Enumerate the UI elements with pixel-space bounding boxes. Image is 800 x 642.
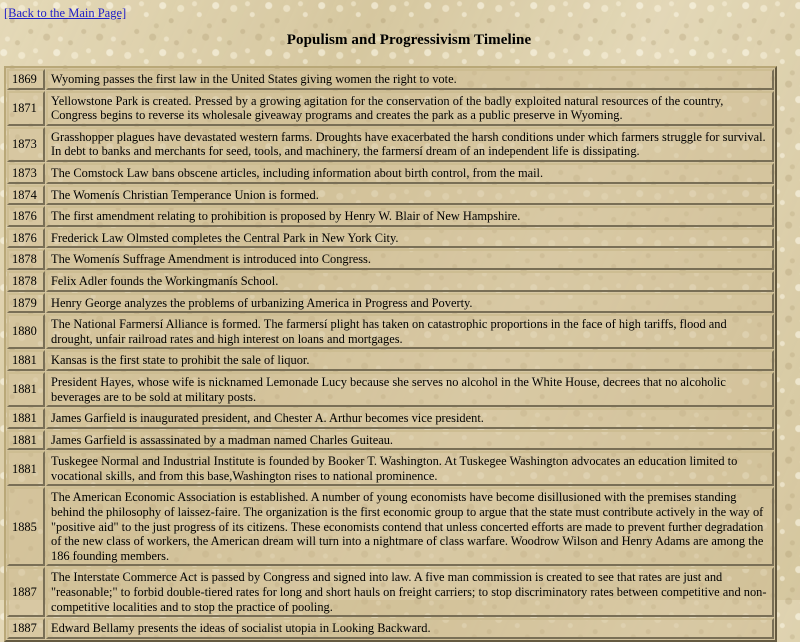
- timeline-year-cell: 1887: [7, 567, 45, 617]
- table-row: [7, 430, 774, 451]
- timeline-year-cell: 1881: [7, 430, 45, 451]
- timeline-event-cell: James Garfield is inaugurated president, and Chester A. Arthur becomes vice president.: [46, 408, 774, 429]
- timeline-year-cell: 1881: [7, 350, 45, 371]
- timeline-event-cell: The National Farmersí Alliance is formed. The farmersí plight has taken on catastrophic proportions in the face of high tariffs, flood and drought, unfair railroad rates and high interest on loans and mortgages.: [46, 314, 774, 349]
- timeline-year-cell: 1873: [7, 163, 45, 184]
- table-row: [7, 314, 774, 349]
- timeline-event-cell: The American Economic Association is established. A number of young economists have become disillusioned with the premises standing behind the philosophy of laissez-faire. The organization is the first economic group to argue that the state must contribute actively in the way of "positive aid" to the just progress of its citizens. These economists contend that unless concerted efforts are made to prevent further degradation of the new class of workers, the American dream will turn into a nightmare of class warfare. Woodrow Wilson and Henry Adams are among the 186 founding members.: [46, 487, 774, 566]
- timeline-year-cell: 1880: [7, 314, 45, 349]
- timeline-event-cell: The Womenís Suffrage Amendment is introduced into Congress.: [46, 249, 774, 270]
- timeline-event-cell: Tuskegee Normal and Industrial Institute is founded by Booker T. Washington. At Tuskegee Washington advocates an education limited to vocational skills, and from this base,Washington rises to national prominence.: [46, 451, 774, 486]
- timeline-event-cell: The Womenís Christian Temperance Union is formed.: [46, 185, 774, 206]
- table-row: [7, 271, 774, 292]
- back-to-main-page-link[interactable]: [Back to the Main Page]: [4, 6, 127, 20]
- table-row: [7, 618, 774, 639]
- timeline-event-cell: Wyoming passes the first law in the United States giving women the right to vote.: [46, 69, 774, 90]
- timeline-event-cell: Grasshopper plagues have devastated western farms. Droughts have exacerbated the harsh conditions under which farmers struggle for survival. In debt to banks and merchants for seed, tools, and machinery, the farmersí dream of an independent life is dissipating.: [46, 127, 774, 162]
- table-row: [7, 408, 774, 429]
- timeline-year-cell: 1887: [7, 618, 45, 639]
- timeline-event-cell: The Comstock Law bans obscene articles, including information about birth control, from the mail.: [46, 163, 774, 184]
- timeline-year-cell: 1879: [7, 293, 45, 314]
- table-row: [7, 487, 774, 566]
- timeline-year-cell: 1871: [7, 91, 45, 126]
- timeline-table: [4, 66, 777, 642]
- back-link-container: [0, 0, 800, 21]
- timeline-year-cell: 1885: [7, 487, 45, 566]
- timeline-event-cell: Yellowstone Park is created. Pressed by a growing agitation for the conservation of the badly exploited natural resources of the country, Congress begins to reverse its wholesale giveaway programs and creates the park as a public preserve in Wyoming.: [46, 91, 774, 126]
- timeline-event-cell: President Hayes, whose wife is nicknamed Lemonade Lucy because she serves no alcohol in the White House, decrees that no alcoholic beverages are to be sold at military posts.: [46, 372, 774, 407]
- table-row: [7, 127, 774, 162]
- timeline-event-cell: Henry George analyzes the problems of urbanizing America in Progress and Poverty.: [46, 293, 774, 314]
- timeline-year-cell: 1881: [7, 372, 45, 407]
- timeline-event-cell: Edward Bellamy presents the ideas of socialist utopia in Looking Backward.: [46, 618, 774, 639]
- table-row: [7, 91, 774, 126]
- table-row: [7, 206, 774, 227]
- table-row: [7, 69, 774, 90]
- timeline-year-cell: 1874: [7, 185, 45, 206]
- timeline-year-cell: 1876: [7, 206, 45, 227]
- table-row: [7, 228, 774, 249]
- timeline-event-cell: Kansas is the first state to prohibit the sale of liquor.: [46, 350, 774, 371]
- table-row: [7, 185, 774, 206]
- timeline-event-cell: The first amendment relating to prohibition is proposed by Henry W. Blair of New Hampshire.: [46, 206, 774, 227]
- timeline-year-cell: 1881: [7, 451, 45, 486]
- timeline-table-body: [7, 69, 774, 639]
- table-row: [7, 451, 774, 486]
- table-row: [7, 372, 774, 407]
- table-row: [7, 350, 774, 371]
- table-row: [7, 163, 774, 184]
- timeline-event-cell: James Garfield is assassinated by a madman named Charles Guiteau.: [46, 430, 774, 451]
- table-row: [7, 567, 774, 617]
- table-row: [7, 249, 774, 270]
- timeline-year-cell: 1873: [7, 127, 45, 162]
- timeline-year-cell: 1878: [7, 249, 45, 270]
- timeline-year-cell: 1876: [7, 228, 45, 249]
- timeline-year-cell: 1869: [7, 69, 45, 90]
- timeline-year-cell: 1881: [7, 408, 45, 429]
- timeline-event-cell: Frederick Law Olmsted completes the Central Park in New York City.: [46, 228, 774, 249]
- timeline-event-cell: Felix Adler founds the Workingmanís School.: [46, 271, 774, 292]
- page-title: Populism and Progressivism Timeline: [286, 32, 532, 48]
- table-row: [7, 293, 774, 314]
- timeline-year-cell: 1878: [7, 271, 45, 292]
- timeline-event-cell: The Interstate Commerce Act is passed by Congress and signed into law. A five man commission is created to see that rates are just and "reasonable;" to forbid double-tiered rates for long and short hauls on freight carriers; to stop discriminatory rates between competitive and non-competitive localities and to stop the practice of pooling.: [46, 567, 774, 617]
